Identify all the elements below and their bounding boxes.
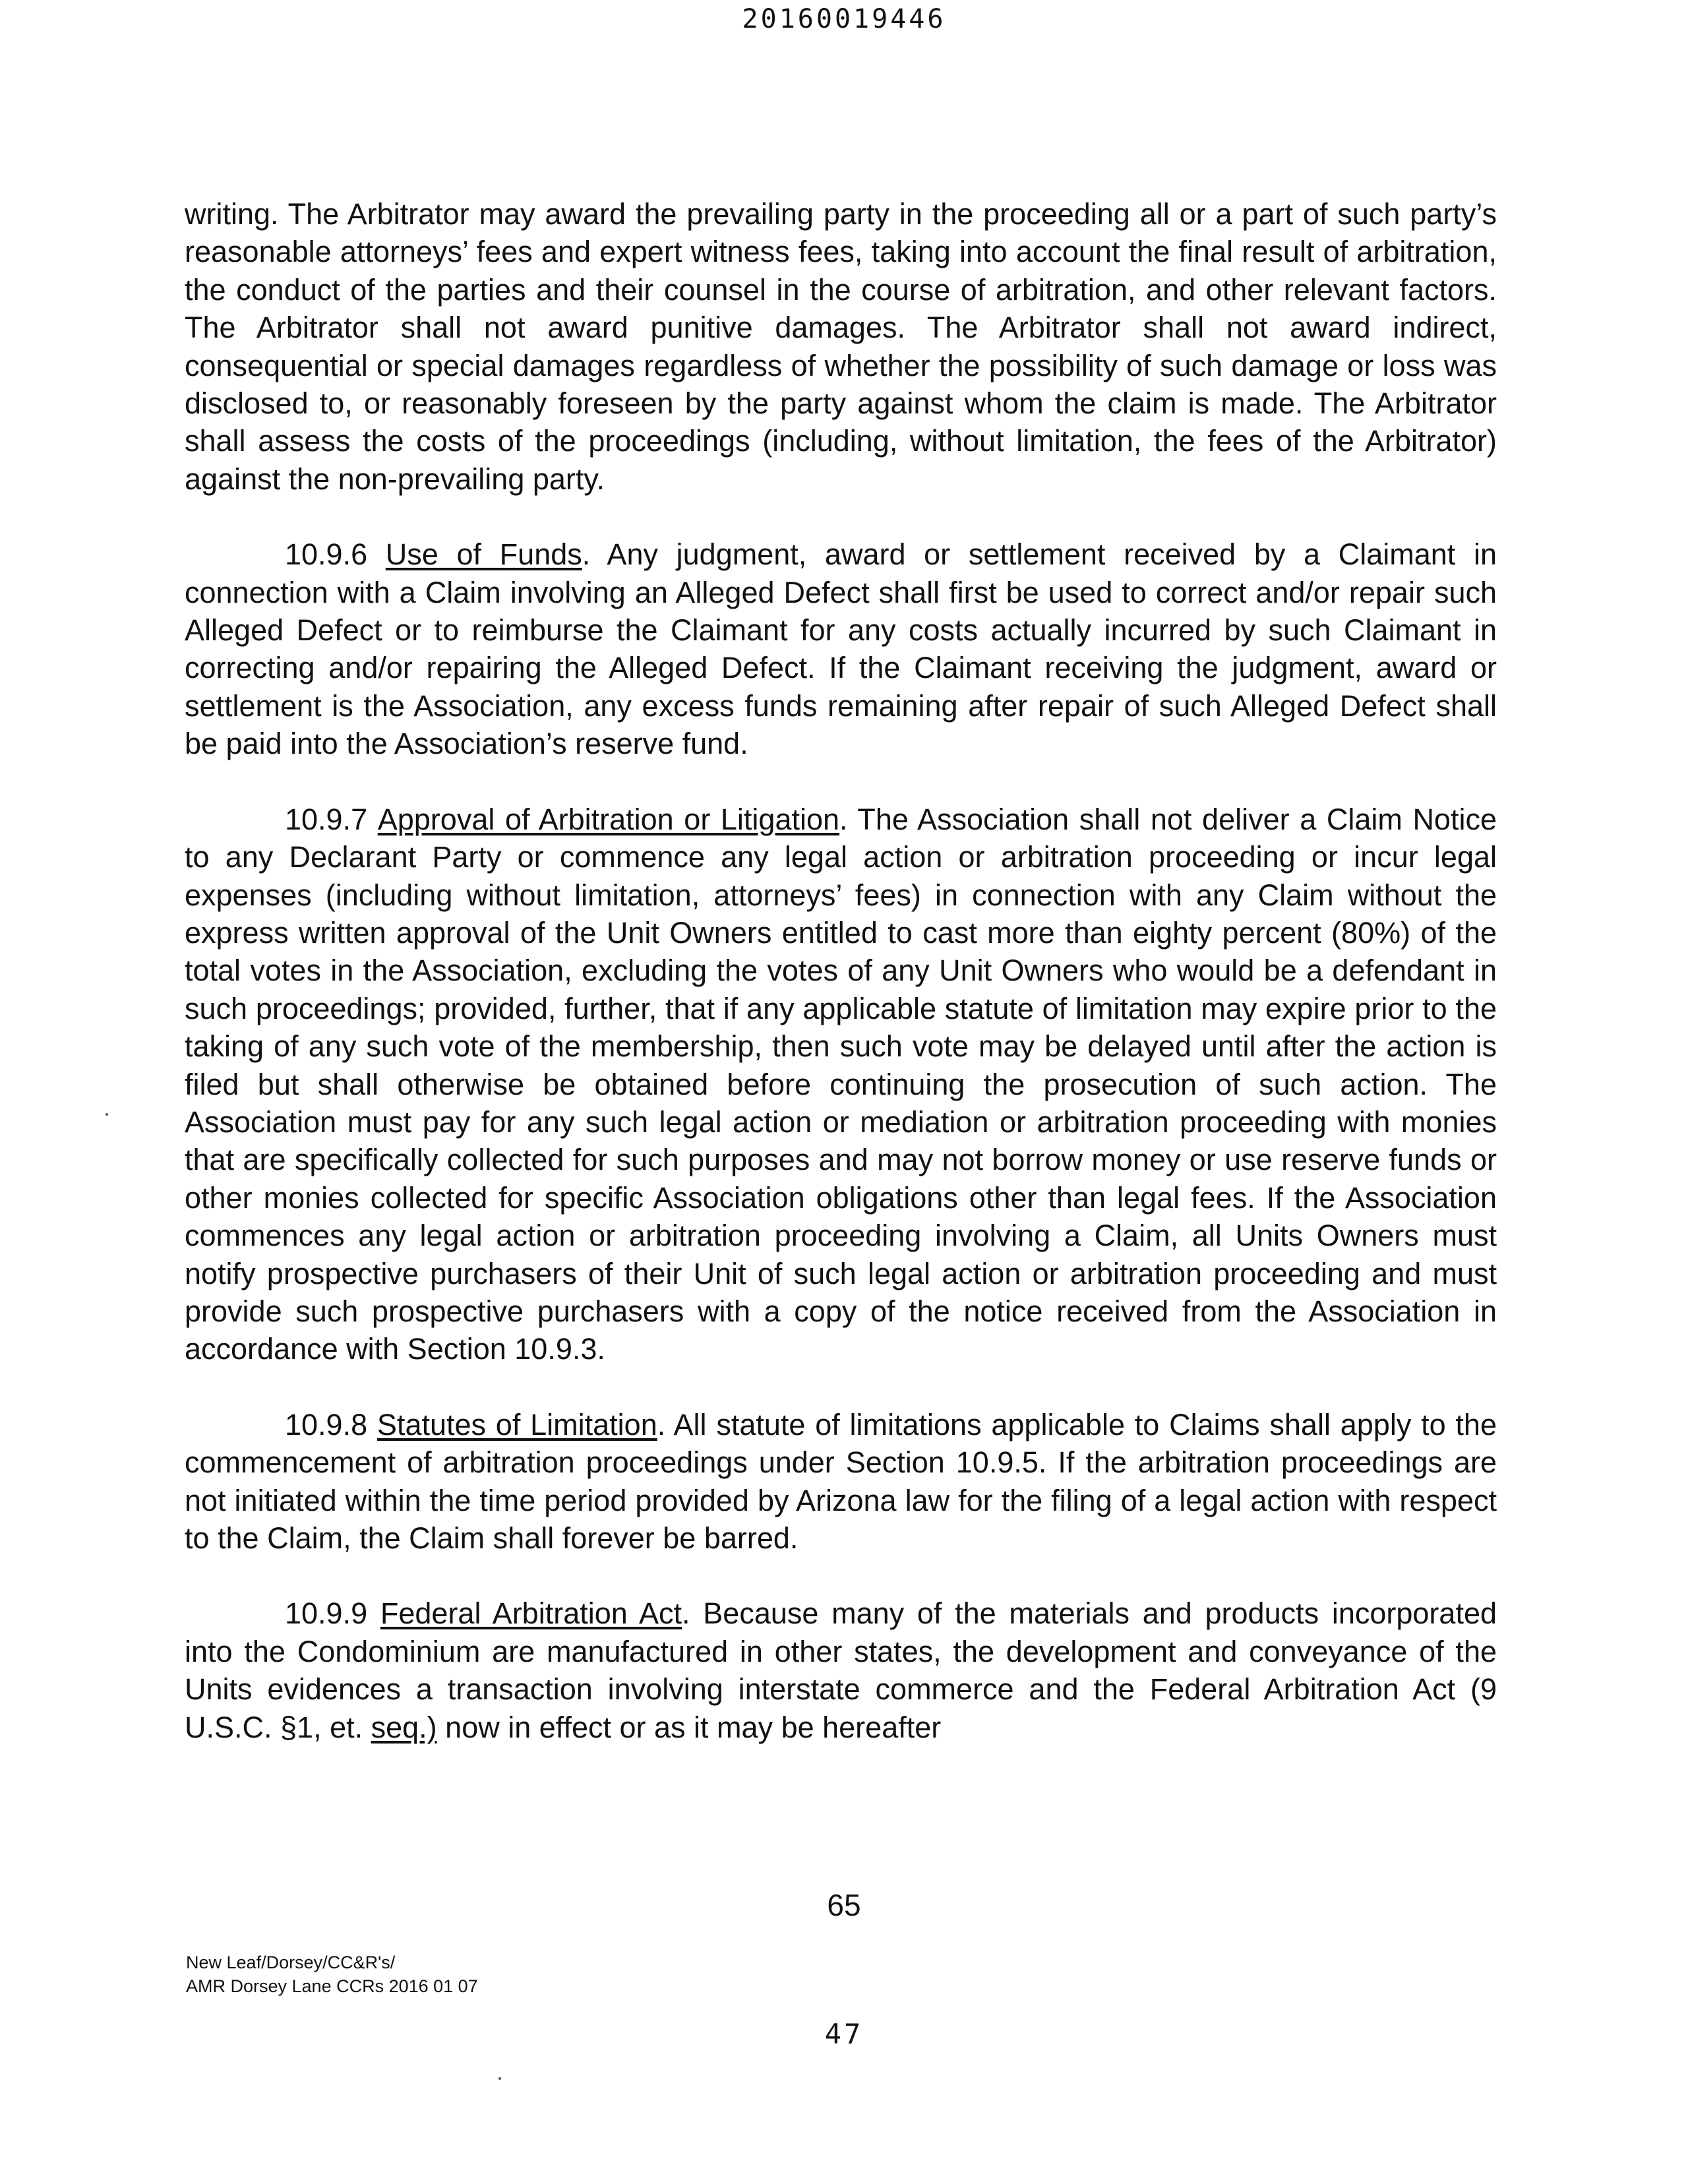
scan-speck [106, 1113, 108, 1116]
section-10-9-7 [185, 801, 1497, 1368]
section-number: 10.9.7 [285, 802, 368, 836]
footer-reference [186, 1951, 478, 1998]
section-10-9-6 [185, 535, 1497, 762]
section-10-9-8 [185, 1406, 1497, 1558]
section-heading: Approval of Arbitration or Litigation [377, 802, 840, 836]
seq-abbreviation: seq.) [371, 1710, 437, 1744]
section-text: . Because many of the materials and products incorporated into the Condominium are manufactured in other states, the development and conveyance of the Units evidences a transaction involving interstate commerce and the Federal Arbitration Act (9 U.S.C. §1, et. [185, 1596, 1497, 1744]
footer-ref-line-1: New Leaf/Dorsey/CC&R's/ [186, 1953, 396, 1972]
section-heading: Statutes of Limitation [377, 1407, 657, 1441]
recording-page-number: 47 [824, 2018, 864, 2050]
section-heading: Federal Arbitration Act [380, 1596, 682, 1631]
page-number: 65 [827, 1888, 861, 1922]
section-text: . All statute of limitations applicable to Claims shall apply to the commencement of arbitration proceedings under Section 10.9.5. If the arbitration proceedings are not initiated within the time period provided by Arizona law for the filing of a legal action with respect to the Claim, the Claim shall forever be barred. [185, 1407, 1497, 1555]
document-body [185, 195, 1497, 1784]
section-number: 10.9.9 [285, 1596, 368, 1631]
section-heading: Use of Funds [385, 537, 582, 572]
document-number: 20160019446 [742, 4, 946, 34]
paragraph-arbitrator-award: writing. The Arbitrator may award the prevailing party in the proceeding all or a part of such party’s reasonable attorneys’ fees and expert witness fees, taking into account the final result of arbitration, the conduct of the parties and their counsel in the course of arbitration, and other relevant factors. The Arbitrator shall not award punitive damages. The Arbitrator shall not award indirect, consequential or special damages regardless of whether the possibility of such damage or loss was disclosed to, or reasonably foreseen by the party against whom the claim is made. The Arbitrator shall assess the costs of the proceedings (including, without limitation, the fees of the Arbitrator) against the non-prevailing party. [185, 197, 1497, 496]
footer-ref-line-2: AMR Dorsey Lane CCRs 2016 01 07 [186, 1976, 478, 1996]
scan-speck [498, 2077, 501, 2080]
section-number: 10.9.8 [285, 1407, 368, 1441]
section-10-9-9 [185, 1594, 1497, 1746]
section-text: . The Association shall not deliver a Claim Notice to any Declarant Party or commence any legal action or arbitration proceeding or incur legal expenses (including without limitation, attorneys’ fees) in connection with any Claim without the express written approval of the Unit Owners entitled to cast more than eighty percent (80%) of the total votes in the Association, excluding the votes of any Unit Owners who would be a defendant in such proceedings; provided, further, that if any applicable statute of limitation may expire prior to the taking of any such vote of the membership, then such vote may be delayed until after the action is filed but shall otherwise be obtained before continuing the prosecution of such action. The Association must pay for any such legal action or mediation or arbitration proceeding with monies that are specifically collected for such purposes and may not borrow money or use reserve funds or other monies collected for specific Association obligations other than legal fees. If the Association commences any legal action or arbitration proceeding involving a Claim, all Units Owners must notify prospective purchasers of their Unit of such legal action or arbitration proceeding and must provide such prospective purchasers with a copy of the notice received from the Association in accordance with Section 10.9.3. [185, 802, 1497, 1366]
section-text-tail: now in effect or as it may be hereafter [437, 1710, 942, 1744]
section-number: 10.9.6 [285, 537, 368, 572]
section-text: . Any judgment, award or settlement received by a Claimant in connection with a Claim involving an Alleged Defect shall first be used to correct and/or repair such Alleged Defect or to reimburse the Claimant for any costs actually incurred by such Claimant in correcting and/or repairing the Alleged Defect. If the Claimant receiving the judgment, award or settlement is the Association, any excess funds remaining after repair of such Alleged Defect shall be paid into the Association’s reserve fund. [185, 537, 1497, 761]
